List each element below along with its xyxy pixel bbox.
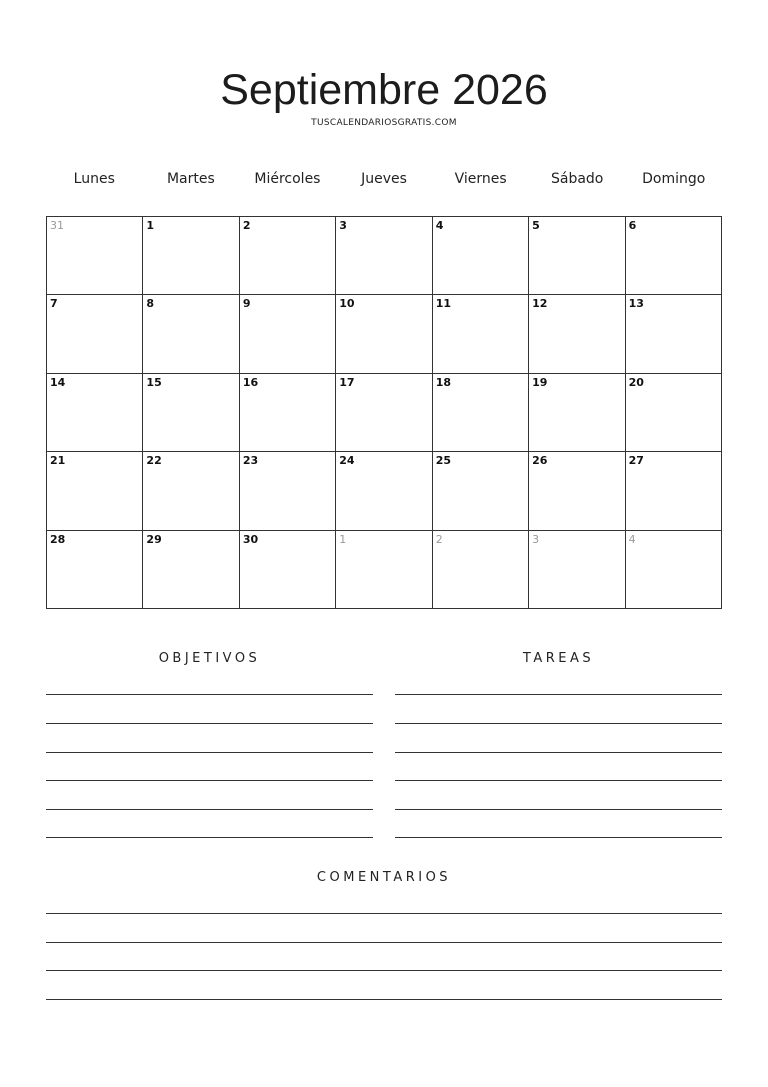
writing-line: [395, 694, 722, 695]
calendar-day-cell: [433, 374, 529, 452]
writing-line: [395, 752, 722, 753]
day-number: 27: [628, 454, 644, 468]
writing-line: [46, 837, 373, 838]
day-number: 9: [242, 297, 251, 311]
calendar-day-cell: [529, 217, 625, 295]
day-number: 6: [628, 219, 637, 232]
calendar-day-cell: [143, 295, 239, 373]
calendar-day-cell: [47, 295, 143, 373]
site-url: TUSCALENDARIOSGRATIS.COM: [311, 118, 457, 128]
writing-line: [46, 809, 373, 810]
day-number: 18: [435, 375, 452, 389]
weekday-label: Jueves: [361, 171, 407, 187]
calendar-day-cell: [529, 452, 625, 530]
day-number: 25: [435, 454, 452, 468]
day-number: 28: [50, 532, 66, 546]
tareas-heading: TAREAS: [522, 651, 595, 666]
calendar-day-cell: [626, 531, 722, 609]
weekday-label: Viernes: [454, 171, 507, 187]
calendar-day-cell: [143, 452, 239, 530]
calendar-day-cell: [433, 295, 529, 373]
weekday-label: Miércoles: [254, 171, 321, 187]
writing-line: [46, 694, 373, 695]
calendar-day-cell: [47, 217, 143, 295]
day-number: 15: [146, 375, 162, 389]
day-number: 3: [532, 532, 540, 546]
day-number: 24: [339, 454, 355, 468]
calendar-day-cell: [433, 452, 529, 530]
objetivos-heading: OBJETIVOS: [158, 651, 261, 666]
calendar-day-cell: [240, 531, 336, 609]
day-number: 22: [146, 454, 162, 468]
day-number: 14: [50, 375, 66, 389]
writing-line: [395, 723, 722, 724]
day-number: 31: [50, 219, 64, 232]
day-number: 13: [628, 297, 644, 311]
calendar-day-cell: [336, 531, 432, 609]
day-number: 16: [242, 375, 259, 389]
weekday-label: Lunes: [73, 171, 115, 187]
calendar-day-cell: [47, 374, 143, 452]
writing-line: [46, 913, 722, 914]
day-number: 3: [339, 219, 347, 232]
page-title: Septiembre 2026: [220, 66, 548, 114]
calendar-day-cell: [336, 452, 432, 530]
writing-line: [46, 999, 722, 1000]
calendar-day-cell: [143, 531, 239, 609]
day-number: 21: [50, 454, 66, 468]
writing-line: [46, 970, 722, 971]
day-number: 7: [50, 297, 58, 311]
day-number: 29: [146, 532, 162, 546]
weekday-label: Martes: [166, 171, 215, 187]
day-number: 26: [532, 454, 548, 468]
day-number: 2: [242, 219, 251, 232]
calendar-day-cell: [47, 452, 143, 530]
writing-line: [46, 723, 373, 724]
calendar-grid: [46, 216, 722, 609]
objetivos-lines: [46, 694, 373, 839]
day-number: 2: [435, 532, 443, 546]
writing-line: [395, 780, 722, 781]
calendar-day-cell: [433, 531, 529, 609]
weekday-header-row: [46, 171, 722, 187]
day-number: 5: [532, 219, 540, 232]
calendar-day-cell: [143, 217, 239, 295]
day-number: 1: [339, 532, 347, 546]
writing-line: [395, 837, 722, 838]
writing-line: [46, 942, 722, 943]
comentarios-heading: COMENTARIOS: [316, 870, 452, 885]
writing-line: [46, 780, 373, 781]
calendar-day-cell: [336, 295, 432, 373]
day-number: 4: [435, 219, 444, 232]
calendar-day-cell: [240, 452, 336, 530]
day-number: 8: [146, 297, 155, 311]
calendar-day-cell: [626, 217, 722, 295]
calendar-day-cell: [626, 295, 722, 373]
day-number: 23: [242, 454, 259, 468]
day-number: 19: [532, 375, 548, 389]
calendar-day-cell: [529, 531, 625, 609]
calendar-day-cell: [47, 531, 143, 609]
tareas-lines: [395, 694, 722, 839]
day-number: 11: [435, 297, 452, 311]
weekday-label: Sábado: [550, 171, 604, 187]
calendar-day-cell: [529, 295, 625, 373]
day-number: 10: [339, 297, 355, 311]
calendar-day-cell: [433, 217, 529, 295]
calendar-day-cell: [240, 374, 336, 452]
day-number: 30: [242, 532, 259, 546]
day-number: 1: [146, 219, 155, 232]
calendar-day-cell: [626, 374, 722, 452]
calendar-day-cell: [529, 374, 625, 452]
writing-line: [46, 752, 373, 753]
comentarios-lines: [46, 913, 722, 1003]
day-number: 12: [532, 297, 548, 311]
calendar-day-cell: [240, 295, 336, 373]
writing-line: [395, 809, 722, 810]
calendar-day-cell: [143, 374, 239, 452]
calendar-day-cell: [336, 374, 432, 452]
day-number: 17: [339, 375, 355, 389]
calendar-day-cell: [240, 217, 336, 295]
weekday-label: Domingo: [642, 171, 706, 187]
day-number: 4: [628, 532, 636, 546]
day-number: 20: [628, 375, 644, 389]
calendar-day-cell: [336, 217, 432, 295]
calendar-day-cell: [626, 452, 722, 530]
